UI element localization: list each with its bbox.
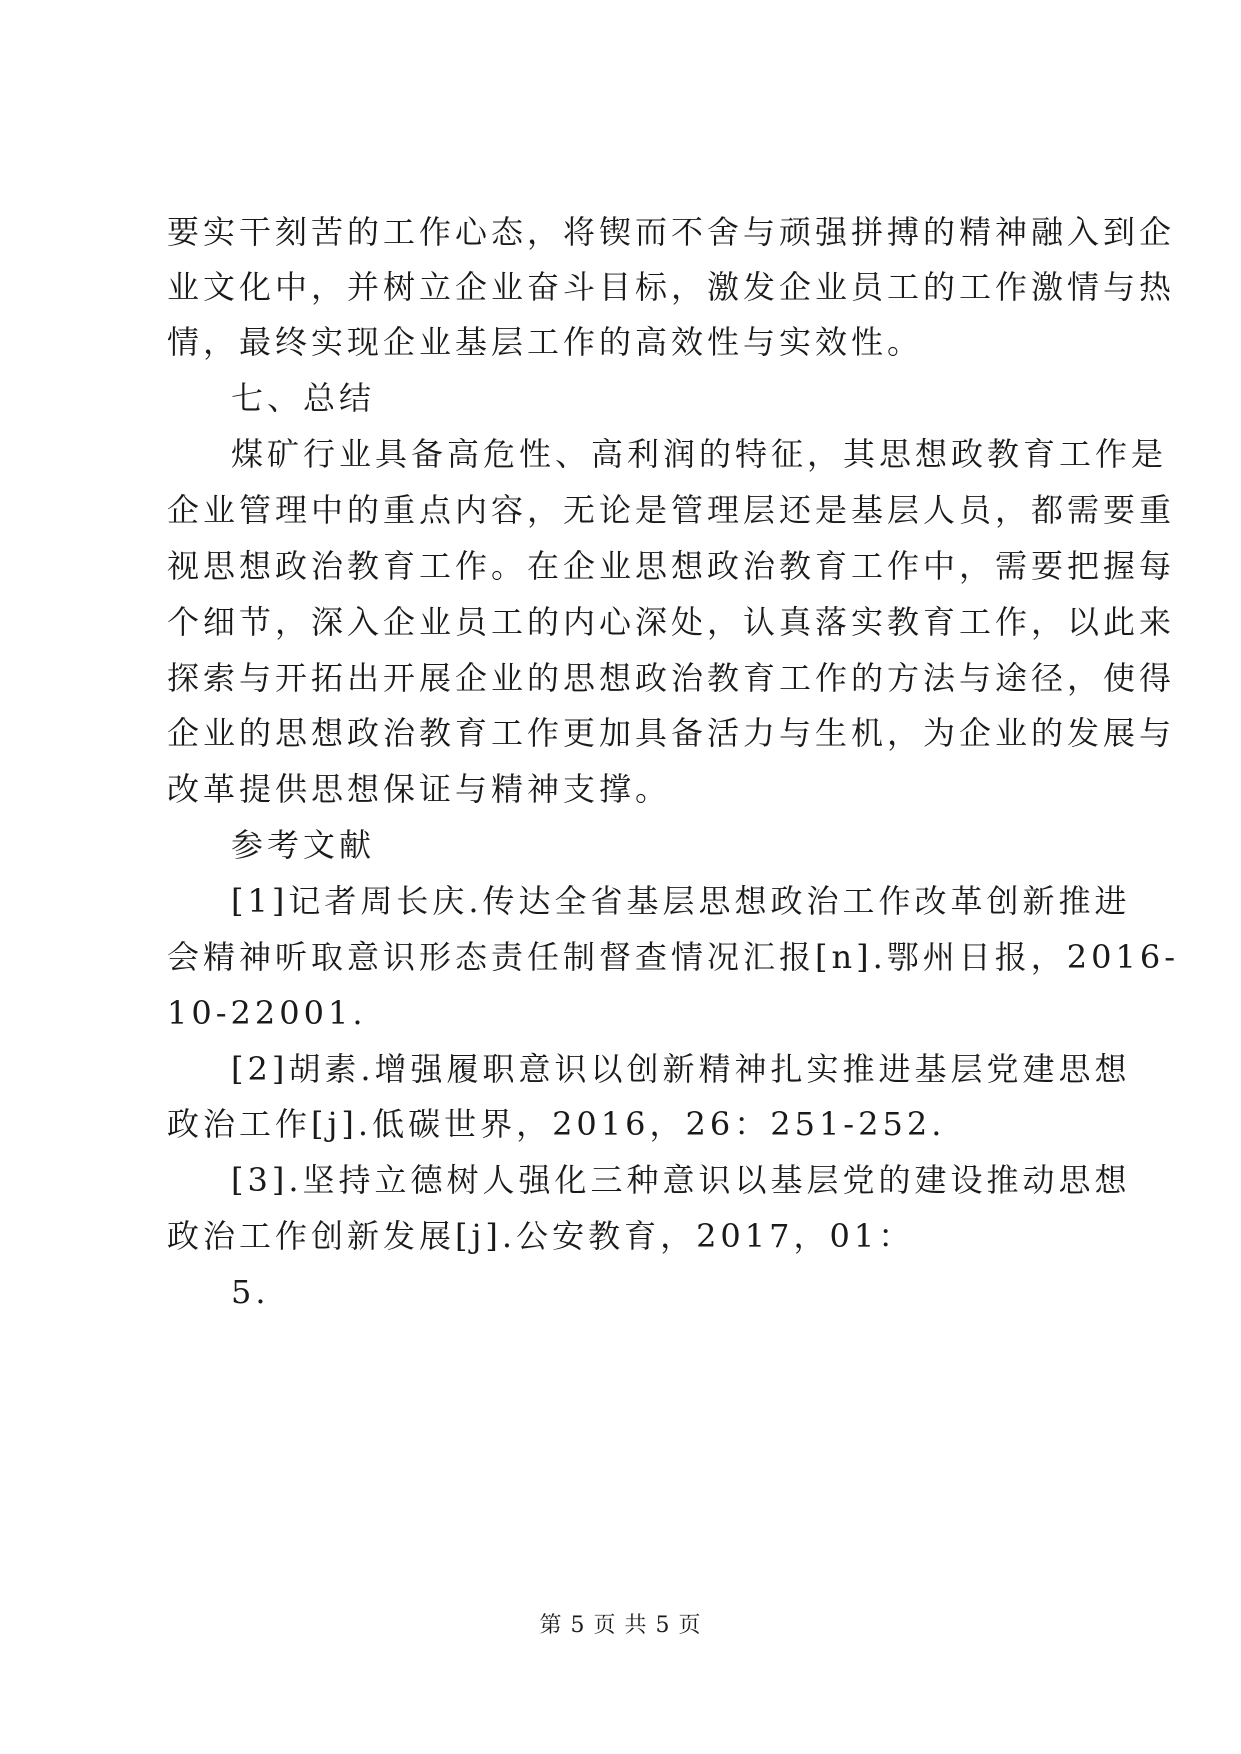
reference-line: 政治工作[j].低碳世界，2016，26：251-252.	[167, 1105, 946, 1143]
paragraph-line: 探索与开拓出开展企业的思想政治教育工作的方法与途径，使得	[167, 659, 1176, 697]
paragraph-line: 煤矿行业具备高危性、高利润的特征，其思想政教育工作是	[231, 435, 1168, 473]
references-heading: 参考文献	[231, 826, 376, 864]
reference-line: 5.	[231, 1273, 270, 1311]
reference-line: [2]胡素.增强履职意识以创新精神扎实推进基层党建思想	[231, 1050, 1131, 1088]
reference-line: [3].坚持立德树人强化三种意识以基层党的建设推动思想	[231, 1161, 1131, 1199]
reference-line: 10-22001.	[167, 994, 367, 1032]
paragraph-line: 情，最终实现企业基层工作的高效性与实效性。	[167, 323, 924, 361]
paragraph-line: 视思想政治教育工作。在企业思想政治教育工作中，需要把握每	[167, 547, 1176, 585]
page-number-footer: 第 5 页 共 5 页	[539, 1613, 702, 1638]
paragraph-line: 改革提供思想保证与精神支撑。	[167, 770, 672, 808]
paragraph-line: 要实干刻苦的工作心态，将锲而不舍与顽强拼搏的精神融入到企	[167, 213, 1176, 251]
paragraph-line: 个细节，深入企业员工的内心深处，认真落实教育工作，以此来	[167, 603, 1176, 641]
section-heading-summary: 七、总结	[231, 379, 376, 417]
reference-line: 会精神听取意识形态责任制督查情况汇报[n].鄂州日报，2016-	[167, 938, 1180, 976]
paragraph-line: 企业管理中的重点内容，无论是管理层还是基层人员，都需要重	[167, 491, 1176, 529]
reference-line: [1]记者周长庆.传达全省基层思想政治工作改革创新推进	[231, 882, 1131, 920]
paragraph-line: 业文化中，并树立企业奋斗目标，激发企业员工的工作激情与热	[167, 268, 1176, 306]
reference-line: 政治工作创新发展[j].公安教育，2017，01：	[167, 1217, 915, 1255]
paragraph-line: 企业的思想政治教育工作更加具备活力与生机，为企业的发展与	[167, 714, 1176, 752]
